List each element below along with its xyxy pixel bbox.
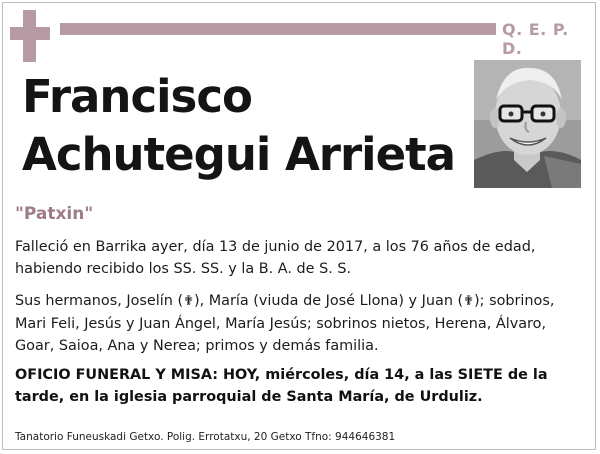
header-divider [60,23,496,35]
deceased-first-name: Francisco [22,70,252,123]
family-text-1: Sus hermanos, Joselín ( [15,293,184,309]
cross-icon: ✟ [463,294,475,309]
deceased-surnames: Achutegui Arrieta [22,128,455,181]
portrait-image [474,60,581,188]
qepd-label: Q. E. P. D. [502,20,569,58]
family-paragraph [15,290,555,357]
cross-icon: ✟ [183,294,194,309]
nickname: "Patxin" [15,204,94,224]
family-text-2: ), María (viuda de José Llona) y Juan ( [193,293,464,309]
family-text-3: ); sobrinos, Mari Feli, Jesús y Juan Ángel, María Jesús; sobrinos nietos, Herena, Álvaro, Goar, Saioa, Ana y Nerea; primos y demás familia. [15,293,555,354]
death-notice-paragraph: Falleció en Barrika ayer, día 13 de junio de 2017, a los 76 años de edad, habiendo recibido los SS. SS. y la B. A. de S. S. [15,239,536,277]
deceased-name [22,68,455,184]
funeral-home-info: Tanatorio Funeuskadi Getxo. Polig. Errotatxu, 20 Getxo Tfno: 944646381 [15,431,396,443]
deceased-photo [474,60,581,188]
cross-icon [10,10,50,62]
funeral-service-paragraph: OFICIO FUNERAL Y MISA: HOY, miércoles, día 14, a las SIETE de la tarde, en la iglesia parroquial de Santa María, de Urduliz. [15,367,548,405]
